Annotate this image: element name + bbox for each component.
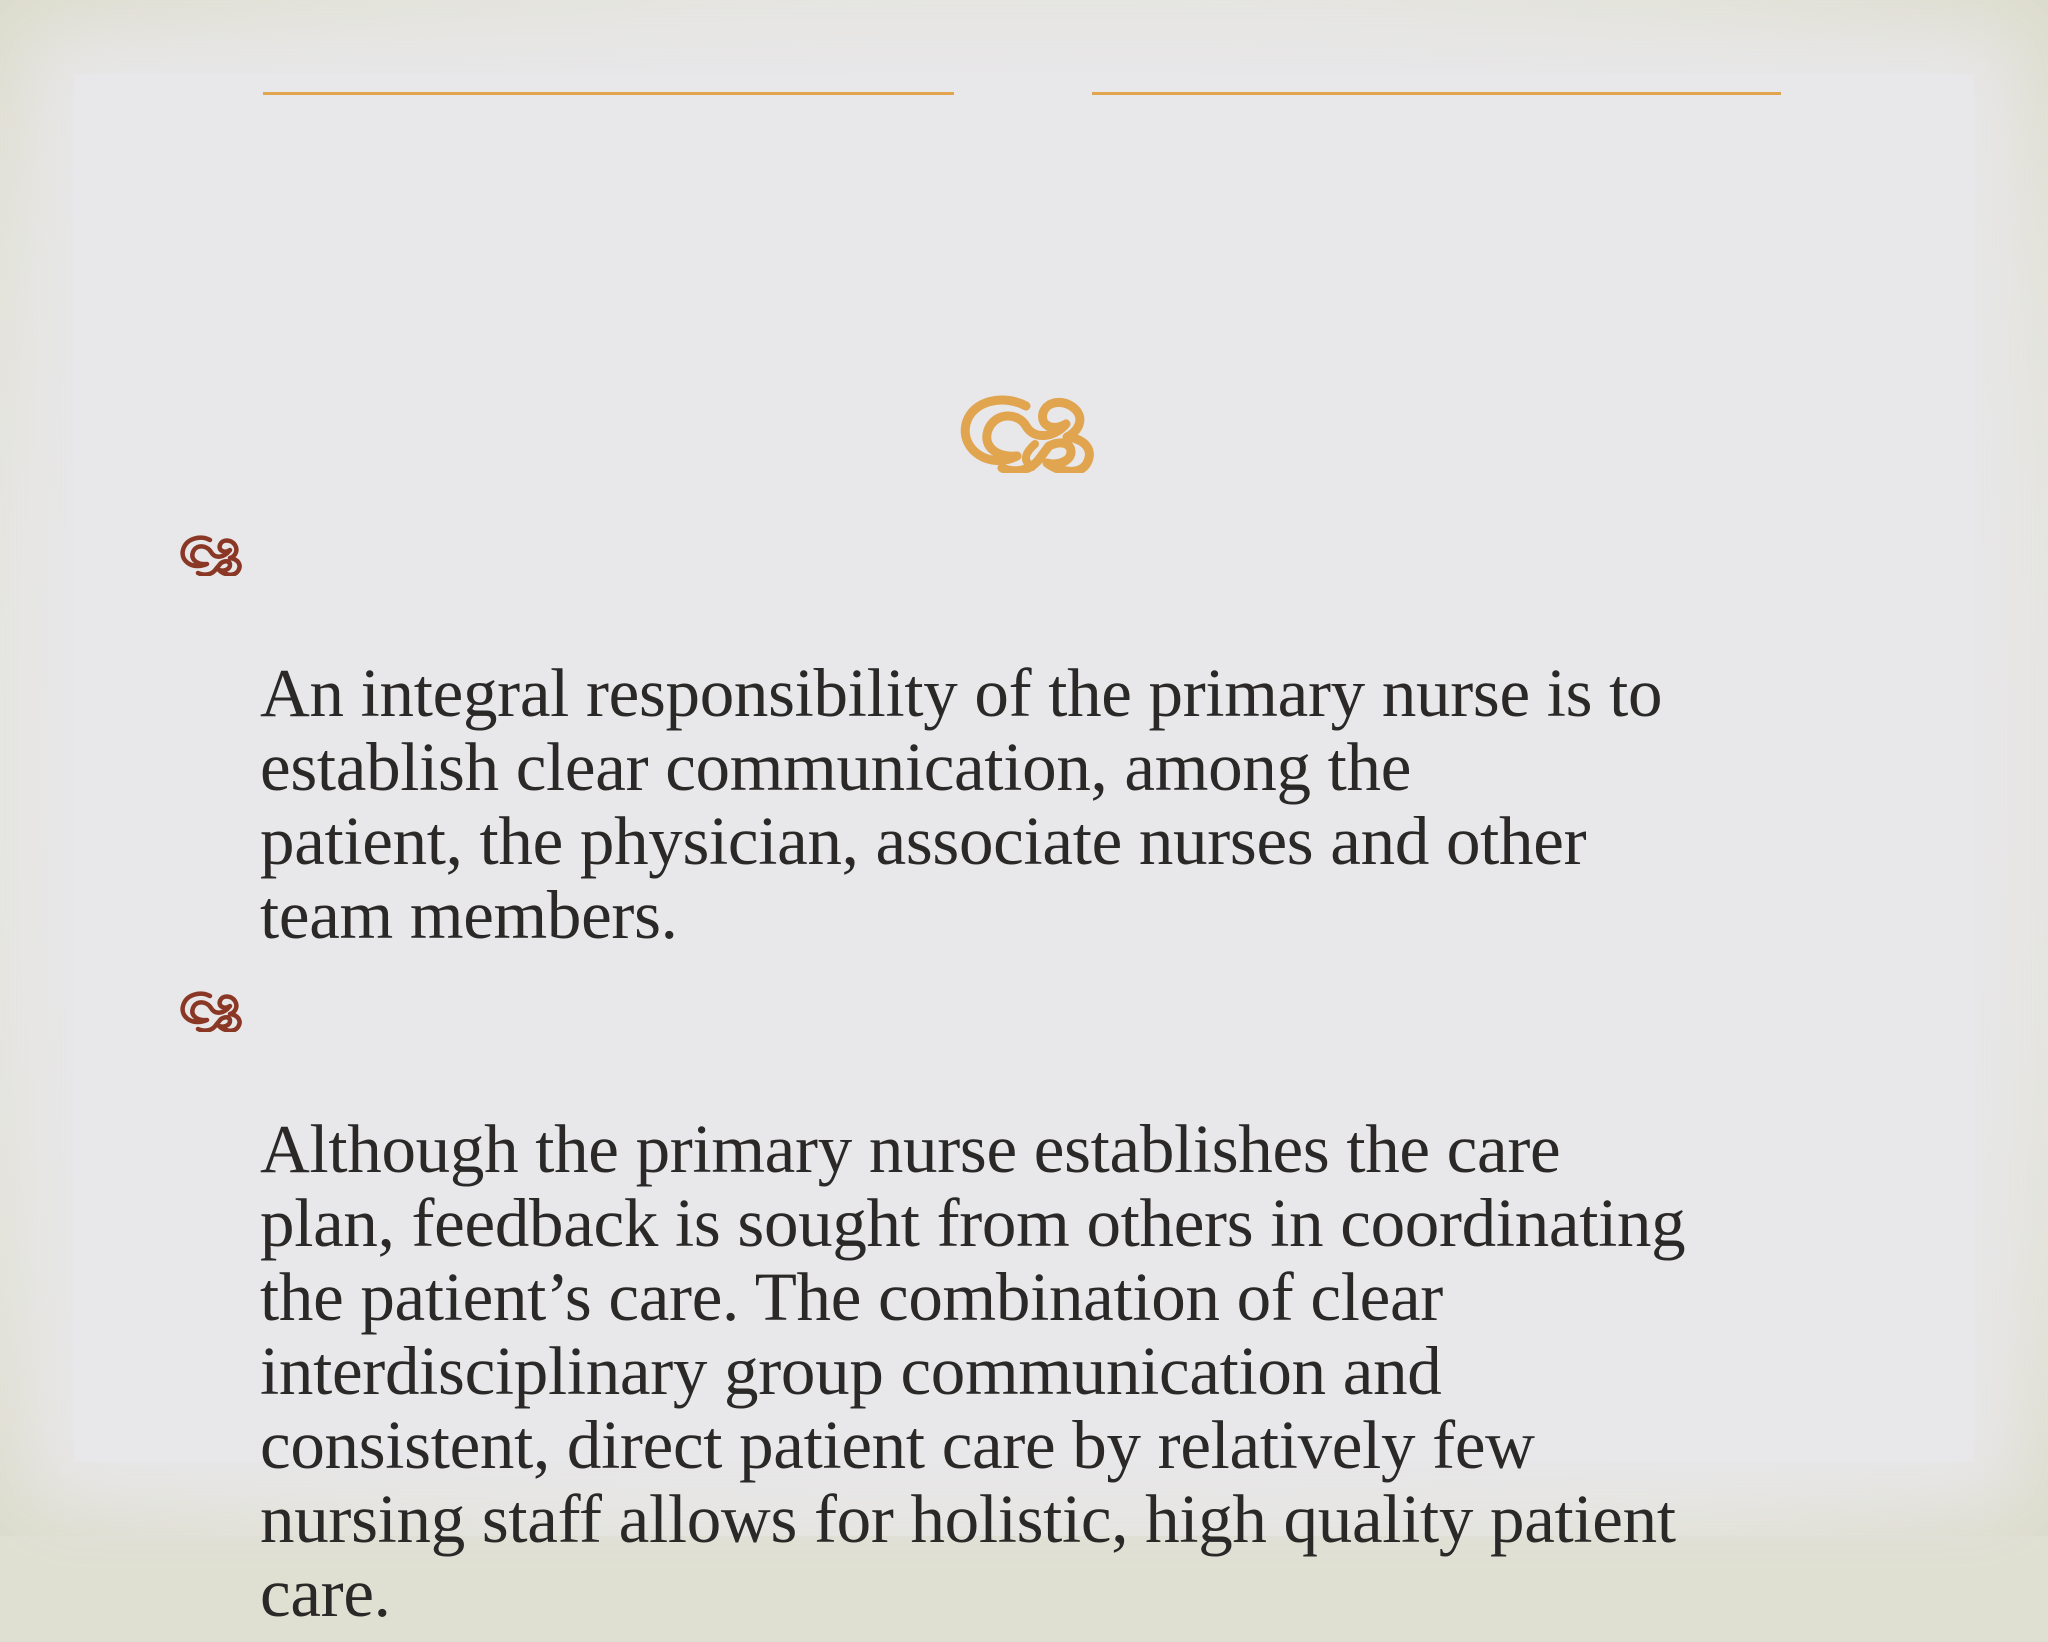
bullet-item — [176, 508, 1866, 952]
bullet-text: Although the primary nurse establishes the care plan, feedback is sought from others in coordinating the patient’s care. The combination of clear interdisciplinary group communication and consistent, direct patient care by relatively few nursing staff allows for holistic, high quality patient care. — [260, 1111, 1686, 1631]
scroll-bullet-icon — [176, 986, 244, 1032]
bullet-item — [176, 964, 1866, 1630]
divider-line-right — [1092, 92, 1781, 95]
bullet-text: An integral responsibility of the primary nurse is to establish clear communication, among the patient, the physician, associate nurses and other team members. — [260, 655, 1663, 953]
scroll-bullet-icon — [176, 530, 244, 576]
divider-line-left — [263, 92, 954, 95]
scroll-ornament-icon — [948, 388, 1098, 473]
slide-content — [176, 508, 1866, 1642]
